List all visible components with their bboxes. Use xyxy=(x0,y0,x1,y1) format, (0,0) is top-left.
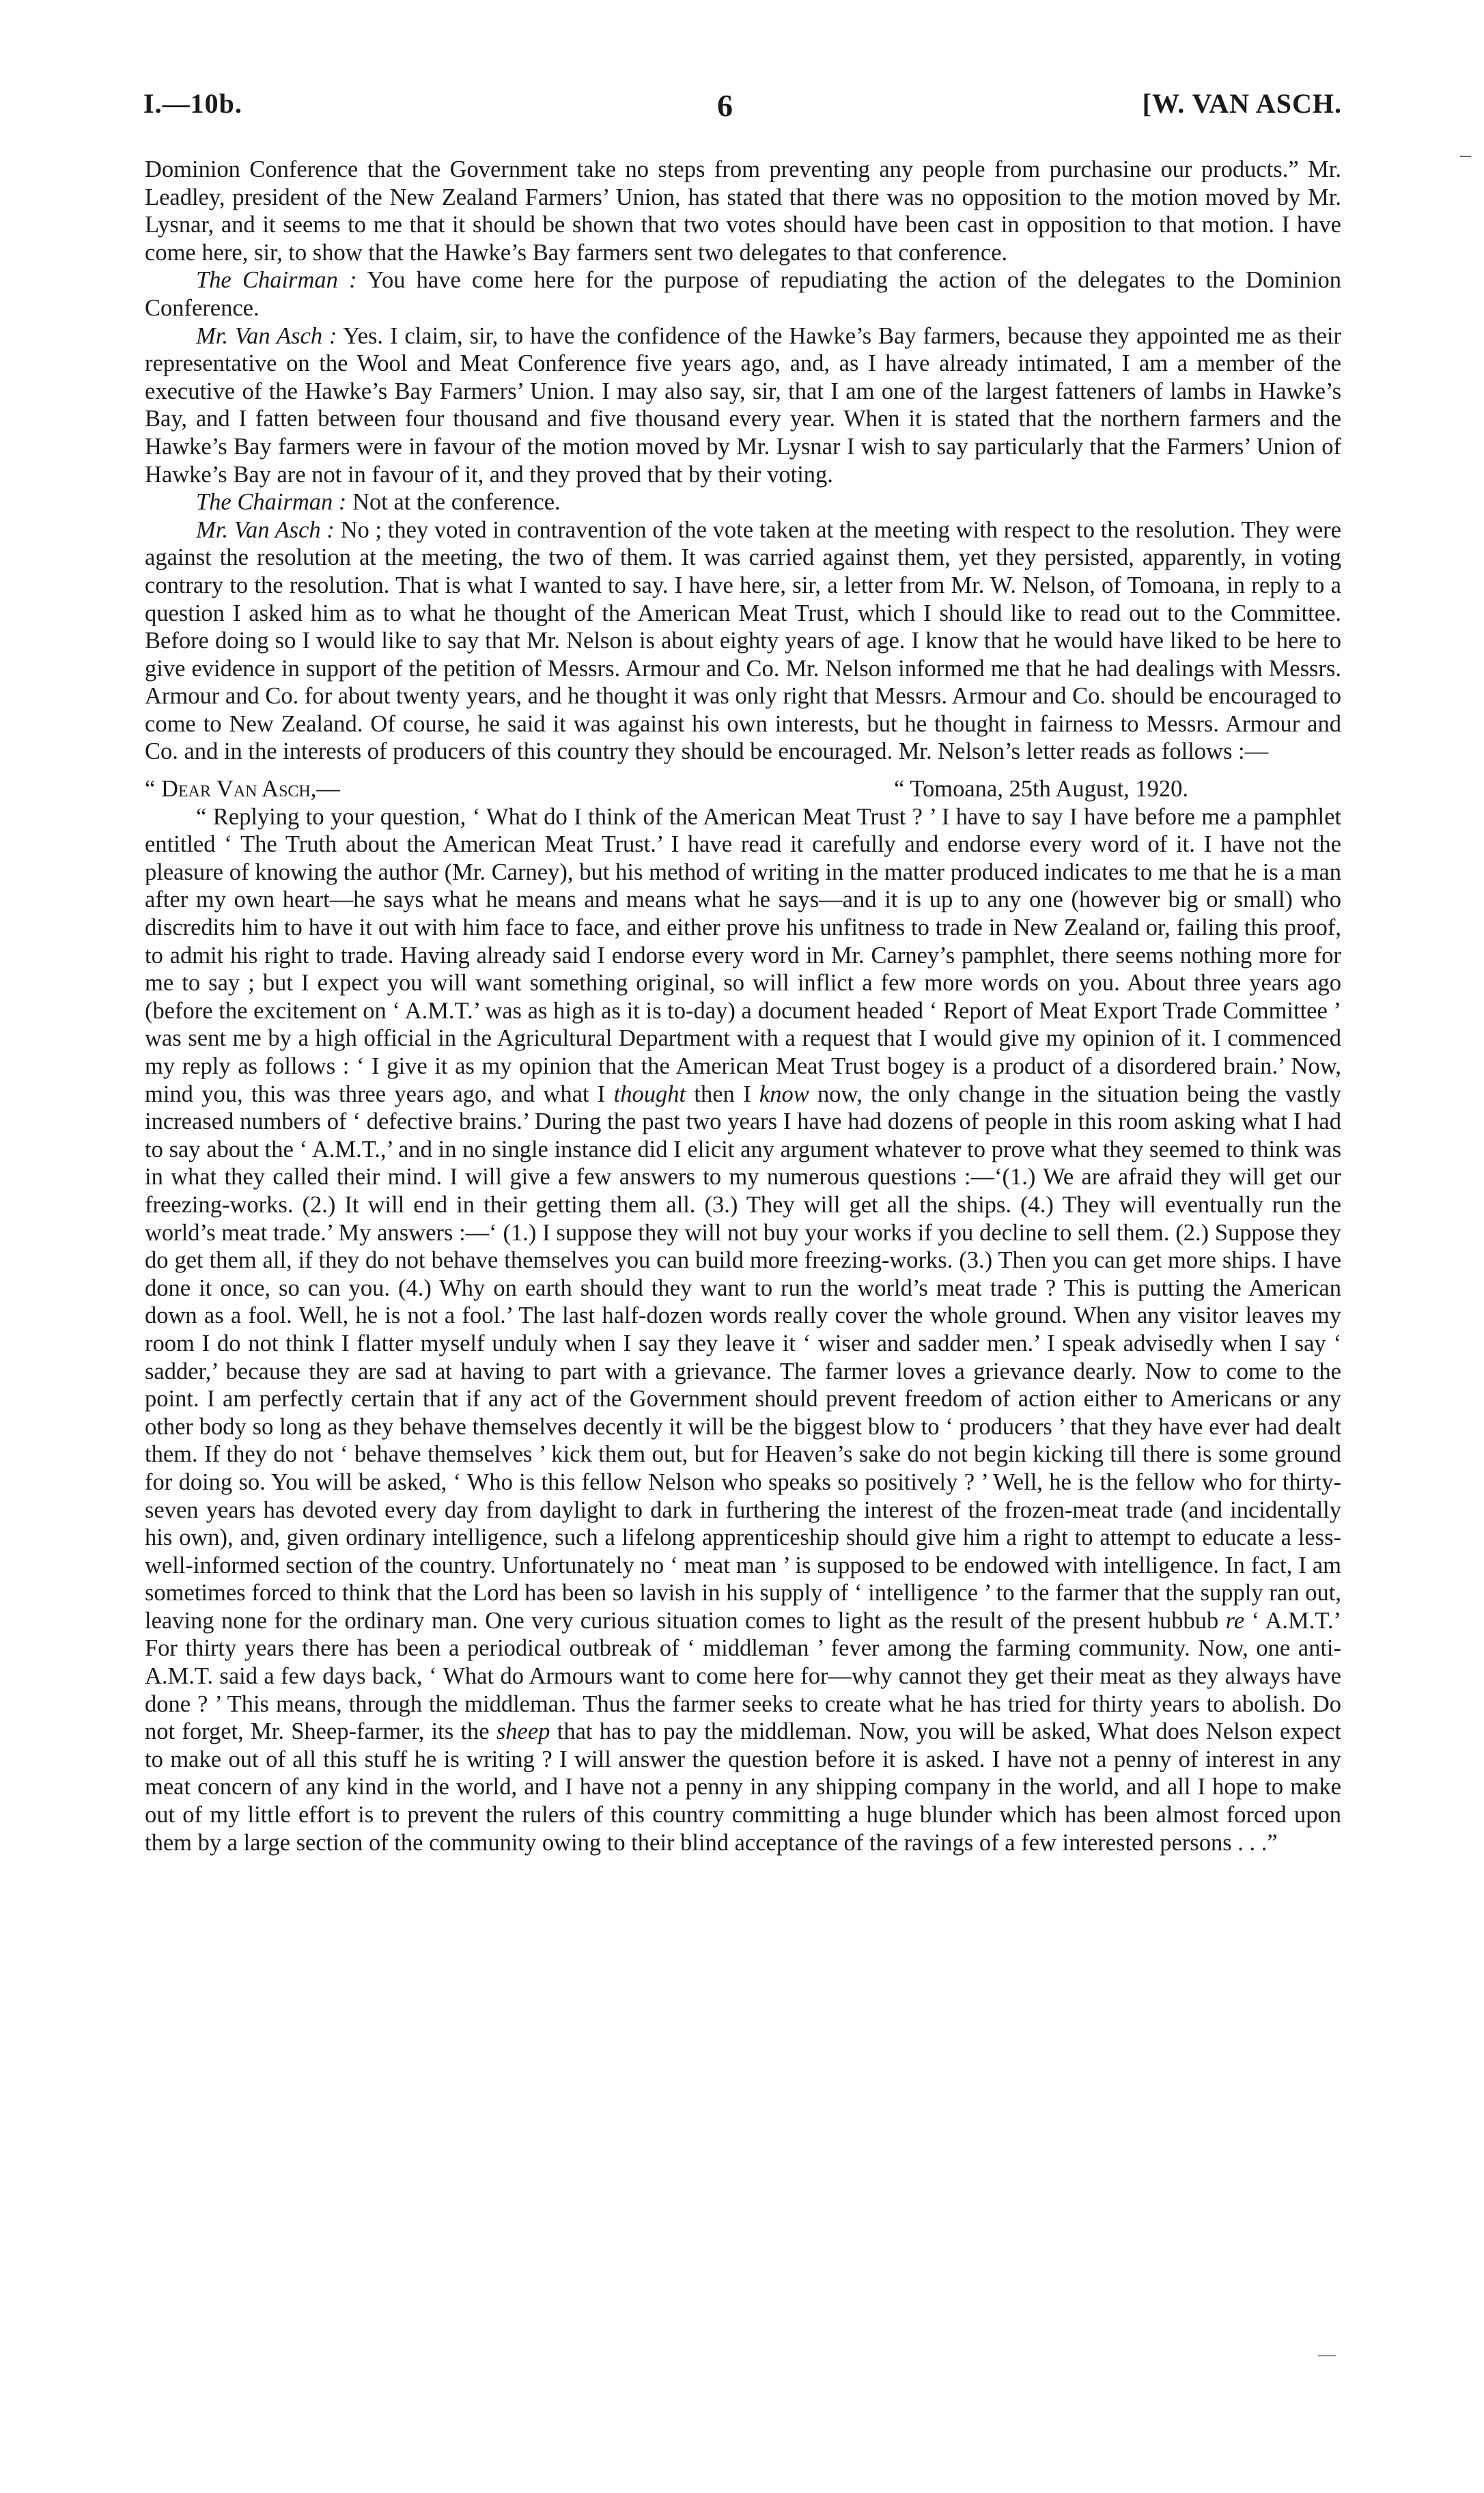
page-number: 6 xyxy=(717,88,733,123)
paper-reference: I.—10b. xyxy=(143,88,242,119)
page-body xyxy=(145,156,1341,1856)
emphasis-re: re xyxy=(1225,1607,1245,1634)
paragraph-text: Dominion Conference that the Government take no steps from preventing any people from purchasine our products.” Mr. Leadley, president of the New Zealand Farmers’ Union, has stated that there was no opposition to the motion moved by Mr. Lysnar, and it seems to me that it should be shown that two votes should have been cast in opposition to that motion. I have come here, sir, to show that the Hawke’s Bay farmers sent two delegates to that conference. xyxy=(145,156,1341,266)
letter-salutation: “ Dear Van Asch,— xyxy=(145,776,340,803)
paragraph-text: Not at the conference. xyxy=(346,489,561,516)
paragraph-text: Yes. I claim, sir, to have the confidence of the Hawke’s Bay farmers, because they appointed me as their representative on the Wool and Meat Conference five years ago, and, as I have already intimated, I am a member of the executive of the Hawke’s Bay Farmers’ Union. I may also say, sir, that I am one of the largest fatteners of lambs in Hawke’s Bay, and I fatten between four thousand and five thousand every year. When it is stated that the northern farmers and the Hawke’s Bay farmers were in favour of the motion moved by Mr. Lysnar I wish to say particularly that the Farmers’ Union of Hawke’s Bay are not in favour of it, and they proved that by their voting. xyxy=(145,322,1341,488)
paragraph-van-asch-2 xyxy=(145,516,1341,766)
speaker-label: The Chairman : xyxy=(196,489,347,516)
paragraph-continued xyxy=(145,156,1341,266)
letter-text: that has to pay the middleman. Now, you will be asked, What does Nelson expect to make out of all this stuff he is writing ? I will answer the question before it is asked. I have not a penny of interest in any meat concern of any kind in the world, and I have not a penny in any shipping company in the world, and all I hope to make out of my little effort is to prevent the rulers of this country committing a huge blunder which has been almost forced upon them by a large section of the community owing to their blind acceptance of the ravings of a few interested persons . . .” xyxy=(145,1718,1341,1856)
speaker-label: The Chairman : xyxy=(196,267,357,294)
paragraph-van-asch-1 xyxy=(145,322,1341,489)
letter-text: now, the only change in the situation being the vastly increased numbers of ‘ defective brains.’ During the past two years I have had dozens of people in this room asking what I had to say about the ‘ A.M.T.,’ and in no single instance did I elicit any argument whatever to prove what they seemed to think was in what they called their mind. I will give a few answers to my numerous questions :—‘(1.) We are afraid they will get our freezing-works. (2.) It will end in their getting them all. (3.) They will get all the ships. (4.) They will eventually run the world’s meat trade.’ My answers :—‘ (1.) I suppose they will not buy your works if you decline to sell them. (2.) Suppose they do get them all, if they do not behave themselves you can build more freezing-works. (3.) Then you can get more ships. I have done it once, so can you. (4.) Why on earth should they want to run the world’s meat trade ? This is putting the American down as a fool. Well, he is not a fool.’ The last half-dozen words really cover the whole ground. When any visitor leaves my room I do not think I flatter myself unduly when I say they leave it ‘ wiser and sadder men.’ I speak advisedly when I say ‘ sadder,’ because they are sad at having to part with a grievance. The farmer loves a grievance dearly. Now to come to the point. I am perfectly certain that if any act of the Government should prevent freedom of action either to Americans or any other body so long as they behave themselves decently it will be the biggest blow to ‘ producers ’ that they have ever had dealt them. If they do not ‘ behave themselves ’ kick them out, but for Heaven’s sake do not begin kicking till there is some ground for doing so. You will be asked, ‘ Who is this fellow Nelson who speaks so positively ? ’ Well, he is the fellow who for thirty-seven years has devoted every day from daylight to dark in furthering the interest of the frozen-meat trade (and incidentally his own), and, given ordinary intelligence, such a lifelong apprenticeship should give him a right to attempt to educate a less-well-informed section of the country. Unfortunately no ‘ meat man ’ is supposed to be endowed with intelligence. In fact, I am sometimes forced to think that the Lord has been so lavish in his supply of ‘ intelligence ’ to the farmer that the supply ran out, leaving none for the ordinary man. One very curious situation comes to light as the result of the present hubbub xyxy=(145,1081,1341,1634)
page-header xyxy=(143,87,1342,128)
paragraph-chairman-1 xyxy=(145,266,1341,322)
letter-text: ‘ A.M.T.’ For thirty years there has been a periodical outbreak of ‘ middleman ’ fever among the farming community. Now, one anti-A.M.T. said a few days back, ‘ What do Armours want to come here for—why cannot they get their meat as they always have done ? ’ This means, through the middleman. Thus the farmer seeks to create what he has tried for thirty years to abolish. Do not forget, Mr. Sheep-farmer, its the xyxy=(145,1607,1341,1745)
speaker-label: Mr. Van Asch : xyxy=(196,322,337,349)
speaker-label: Mr. Van Asch : xyxy=(196,516,335,543)
letter-text: then I xyxy=(686,1081,759,1107)
emphasis-know: know xyxy=(759,1081,809,1107)
margin-mark xyxy=(1460,156,1471,157)
end-mark xyxy=(1318,2355,1336,2356)
letter-place-date: “ Tomoana, 25th August, 1920. xyxy=(894,776,1189,803)
letter-heading xyxy=(145,775,1341,803)
paragraph-chairman-2 xyxy=(145,488,1341,516)
letter-text: “ Replying to your question, ‘ What do I think of the American Meat Trust ? ’ I have to say I have before me a pamphlet entitled ‘ The Truth about the American Meat Trust.’ I have read it carefully and endorse every word of it. I have not the pleasure of knowing the author (Mr. Carney), but his method of writing in the matter produced indicates to me that he is a man after my own heart—he says what he means and means what he says—and it is up to any one (however big or small) who discredits him to have it out with him face to face, and either prove his unfitness to trade in New Zealand or, failing this proof, to admit his right to trade. Having already said I endorse every word in Mr. Carney’s pamphlet, there seems nothing more for me to say ; but I expect you will want something original, so will inflict a few more words on you. About three years ago (before the excitement on ‘ A.M.T.’ was as high as it is to-day) a document headed ‘ Report of Meat Export Trade Committee ’ was sent me by a high official in the Agricultural Department with a request that I would give my opinion of it. I commenced my reply as follows : ‘ I give it as my opinion that the American Meat Trust bogey is a product of a disordered brain.’ Now, mind you, this was three years ago, and what I xyxy=(145,803,1341,1107)
emphasis-thought: thought xyxy=(613,1081,686,1107)
paragraph-text: You have come here for the purpose of repudiating the action of the delegates to the Dominion Conference. xyxy=(145,267,1341,321)
letter-body xyxy=(145,803,1341,1857)
emphasis-sheep: sheep xyxy=(496,1718,550,1745)
paragraph-text: No ; they voted in contravention of the vote taken at the meeting with respect to the resolution. They were against the resolution at the meeting, the two of them. It was carried against them, yet they persisted, apparently, in voting contrary to the resolution. That is what I wanted to say. I have here, sir, a letter from Mr. W. Nelson, of Tomoana, in reply to a question I asked him as to what he thought of the American Meat Trust, which I should like to read out to the Committee. Before doing so I would like to say that Mr. Nelson is about eighty years of age. I know that he would have liked to be here to give evidence in support of the petition of Messrs. Armour and Co. Mr. Nelson informed me that he had dealings with Messrs. Armour and Co. for about twenty years, and he thought it was only right that Messrs. Armour and Co. should be encouraged to come to New Zealand. Of course, he said it was against his own interests, but he thought in fairness to Messrs. Armour and Co. and in the interests of producers of this country they should be encouraged. Mr. Nelson’s letter reads as follows :— xyxy=(145,516,1341,765)
running-head: [W. VAN ASCH. xyxy=(1142,88,1342,119)
